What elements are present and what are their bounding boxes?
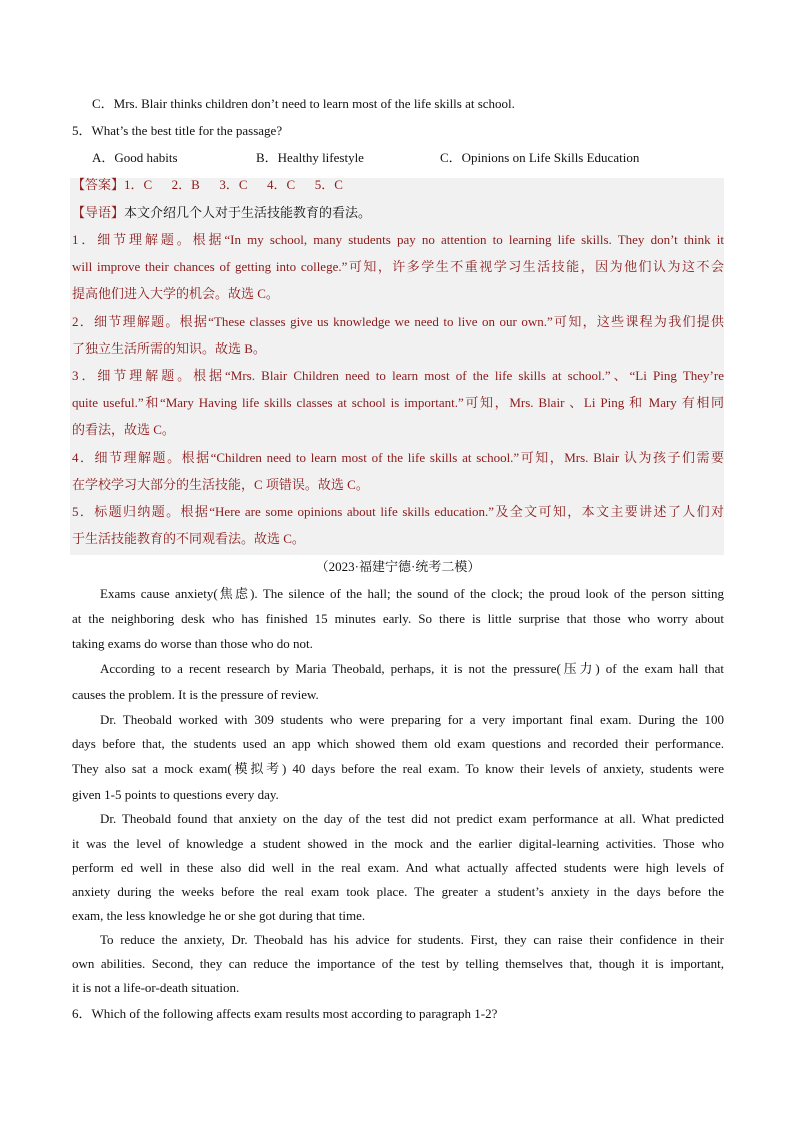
guide-text: 本文介绍几个人对于生活技能教育的看法。: [124, 205, 372, 220]
passage-line: given 1-5 points to questions every day.: [72, 787, 279, 802]
explanation-line: will improve their chances of getting into college.”可知，许多学生不重视学习生活技能，因为他们认为这不会: [72, 259, 724, 274]
explanation-line: 了独立生活所需的知识。故选 B。: [72, 341, 266, 356]
explanation-line: 3．细节理解题。根据“Mrs. Blair Children need to learn most of the life skills at school.”、“Li Ping They’re: [72, 368, 724, 383]
explanation-line: 于生活技能教育的不同观看法。故选 C。: [72, 531, 305, 546]
question-5-option-c: C．Opinions on Life Skills Education: [440, 150, 640, 165]
answer-line: [72, 176, 724, 194]
passage-line: it was the level of knowledge a student showed in the mock and the earlier digital-learning activities. Those who: [72, 836, 724, 851]
explanation-line: quite useful.”和“Mary Having life skills classes at school is important.”可知，Mrs. Blair 、Li Ping 和 Mary 有相同: [72, 395, 724, 410]
passage-line: at the neighboring desk who has finished 15 minutes early. So there is little surprise that those who worry about: [72, 611, 724, 626]
explanation-line: 的看法，故选 C。: [72, 422, 175, 437]
passage-line: own abilities. Second, they can reduce the importance of the test by telling themselves that, though it is important,: [72, 956, 724, 971]
passage-line: exam, the less knowledge he or she got during that time.: [72, 908, 366, 923]
passage-line: it is not a life-or-death situation.: [72, 980, 240, 995]
guide-line: [72, 204, 724, 222]
passage-line: According to a recent research by Maria Theobald, perhaps, it is not the pressure(压力) of the exam hall that: [100, 661, 724, 676]
explanation-line: 5．标题归纳题。根据“Here are some opinions about life skills education.”及全文可知，本文主要讲述了人们对: [72, 504, 724, 519]
passage-line: To reduce the anxiety, Dr. Theobald has his advice for students. First, they can raise their confidence in their: [100, 932, 724, 947]
answer-label: 【答案】: [72, 177, 125, 192]
passage-line: perform ed well in these also did well in the real exam. And what actually affected students were high levels of: [72, 860, 724, 875]
question-5-option-a: A．Good habits: [92, 150, 178, 165]
question-5-option-b: B．Healthy lifestyle: [256, 150, 364, 165]
passage-line: anxiety during the weeks before the real exam took place. The greater a student’s anxiety in the days before the: [72, 884, 724, 899]
passage-line: Dr. Theobald found that anxiety on the day of the test did not predict exam performance at all. What predicted: [100, 811, 724, 826]
question-6-stem: 6．Which of the following affects exam results most according to paragraph 1-2?: [72, 1006, 498, 1021]
passage-line: They also sat a mock exam(模拟考) 40 days before the real exam. To know their levels of anxiety, students were: [72, 761, 724, 776]
answer-values: 1．C 2．B 3．C 4．C 5．C: [124, 177, 343, 192]
passage-line: days before that, the students used an app which showed them old exam questions and recorded their performance.: [72, 736, 724, 751]
passage-line: causes the problem. It is the pressure of review.: [72, 687, 319, 702]
explanation-line: 2．细节理解题。根据“These classes give us knowledge we need to live on our own.”可知，这些课程为我们提供: [72, 314, 724, 329]
question-4-option-c: C．Mrs. Blair thinks children don’t need to learn most of the life skills at school.: [92, 96, 515, 111]
source-heading: （2023·福建宁德·统考二模）: [315, 559, 481, 574]
question-5-stem: 5．What’s the best title for the passage?: [72, 123, 283, 138]
passage-line: taking exams do worse than those who do not.: [72, 636, 313, 651]
explanation-line: 1．细节理解题。根据“In my school, many students pay no attention to learning life skills. They don’t think it: [72, 232, 724, 247]
guide-label-text: 【导语】: [72, 205, 125, 220]
explanation-line: 4．细节理解题。根据“Children need to learn most of the life skills at school.”可知，Mrs. Blair 认为孩子们需要: [72, 450, 724, 465]
explanation-line: 在学校学习大部分的生活技能，C 项错误。故选 C。: [72, 477, 369, 492]
passage-line: Exams cause anxiety(焦虑). The silence of the hall; the sound of the clock; the proud look of the person sitting: [100, 586, 724, 601]
explanation-line: 提高他们进入大学的机会。故选 C。: [72, 286, 279, 301]
passage-line: Dr. Theobald worked with 309 students who were preparing for a very important final exam. During the 100: [100, 712, 724, 727]
